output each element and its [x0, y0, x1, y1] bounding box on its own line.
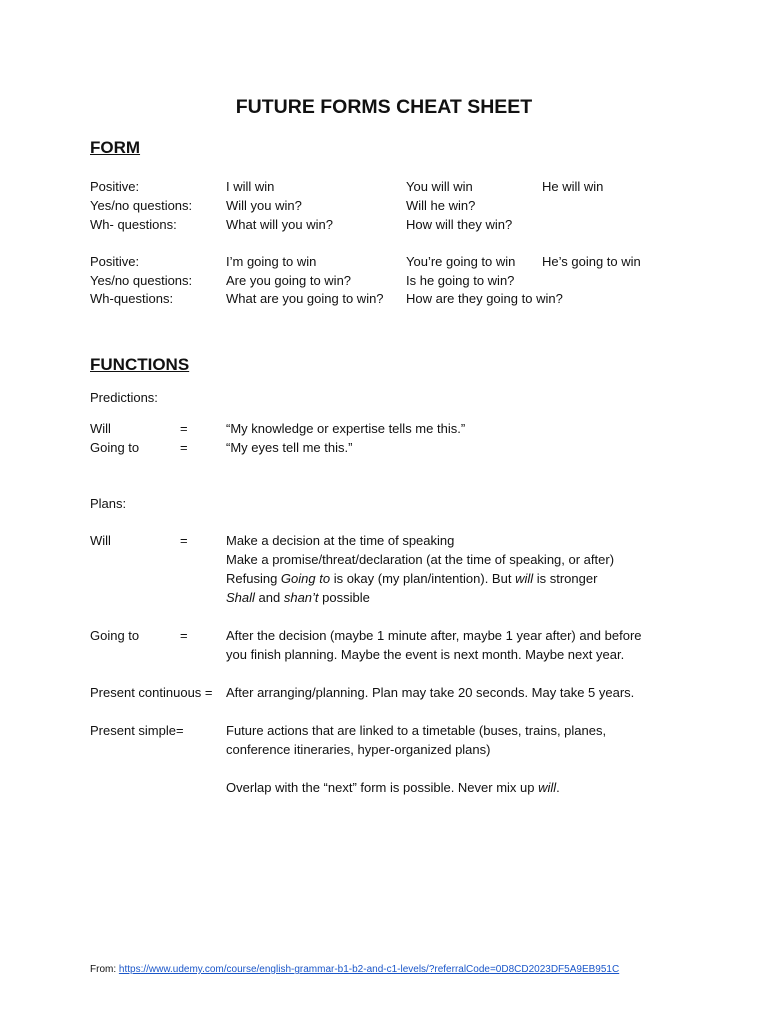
- form-heading: FORM: [90, 138, 141, 157]
- plans-will-line-3-will: will: [515, 571, 534, 586]
- form-will-positive-c3: He will win: [542, 179, 604, 194]
- form-going-positive-label: Positive:: [90, 254, 140, 269]
- plans-going-term: Going to: [90, 628, 140, 643]
- form-will-yesno-c1: Will you win?: [226, 198, 302, 213]
- predictions-will-definition: “My knowledge or expertise tells me this.”: [226, 421, 466, 436]
- plans-present-simple-line-2: conference itineraries, hyper-organized plans): [226, 742, 491, 757]
- plans-will-line-2: Make a promise/threat/declaration (at the time of speaking, or after): [226, 552, 615, 567]
- plans-will-term: Will: [90, 533, 111, 548]
- plans-will-equals: =: [180, 533, 188, 548]
- form-going-wh-c2: How are they going to win?: [406, 291, 563, 306]
- form-going-positive-c1: I’m going to win: [226, 254, 317, 269]
- form-will-positive-c2: You will win: [406, 179, 473, 194]
- form-will-yesno-label: Yes/no questions:: [90, 198, 193, 213]
- predictions-going-term: Going to: [90, 440, 140, 455]
- plans-present-simple-line-1: Future actions that are linked to a timetable (buses, trains, planes,: [226, 723, 607, 738]
- form-will-yesno-c2: Will he win?: [406, 198, 476, 213]
- plans-will-line-3-part-a: Refusing: [226, 571, 281, 586]
- plans-will-line-4-possible: possible: [318, 590, 370, 605]
- form-going-wh-label: Wh-questions:: [90, 291, 174, 306]
- form-will-positive-label: Positive:: [90, 179, 140, 194]
- form-going-yesno-c2: Is he going to win?: [406, 273, 515, 288]
- plans-will-line-3-part-c: is okay (my plan/intention). But: [330, 571, 516, 586]
- source-label: From:: [90, 964, 119, 975]
- plans-will-line-3-going-to: Going to: [280, 571, 331, 586]
- form-going-positive-c3: He’s going to win: [542, 254, 641, 269]
- form-going-yesno-label: Yes/no questions:: [90, 273, 193, 288]
- source-line: [90, 965, 619, 975]
- form-will-wh-label: Wh- questions:: [90, 217, 177, 232]
- plans-will-line-3: [226, 572, 597, 585]
- form-will-wh-c2: How will they win?: [406, 217, 513, 232]
- overlap-note-text: Overlap with the “next” form is possible. Never mix up: [226, 780, 539, 795]
- overlap-note-will: will: [538, 780, 557, 795]
- plans-will-line-4-shall: Shall: [226, 590, 255, 605]
- overlap-note-period: .: [556, 780, 560, 795]
- predictions-label: Predictions:: [90, 390, 158, 405]
- plans-going-equals: =: [180, 628, 188, 643]
- plans-present-simple-term: Present simple=: [90, 723, 184, 738]
- plans-will-line-1: Make a decision at the time of speaking: [226, 533, 455, 548]
- plans-present-continuous-term: Present continuous =: [90, 685, 213, 700]
- plans-will-line-4-shant: shan’t: [283, 590, 319, 605]
- form-will-wh-c1: What will you win?: [226, 217, 333, 232]
- page-title: FUTURE FORMS CHEAT SHEET: [235, 96, 533, 118]
- source-link[interactable]: https://www.udemy.com/course/english-grammar-b1-b2-and-c1-levels/?referralCode=0D8CD2023DF5A9EB951C: [118, 964, 620, 975]
- plans-label: Plans:: [90, 496, 127, 511]
- overlap-note: [226, 781, 560, 794]
- form-going-wh-c1: What are you going to win?: [226, 291, 384, 306]
- plans-will-line-4-and: and: [254, 590, 284, 605]
- form-will-positive-c1: I will win: [226, 179, 275, 194]
- form-going-positive-c2: You’re going to win: [406, 254, 516, 269]
- plans-going-line-1: After the decision (maybe 1 minute after, maybe 1 year after) and before: [226, 628, 642, 643]
- plans-present-continuous-line-1: After arranging/planning. Plan may take 20 seconds. May take 5 years.: [226, 685, 635, 700]
- predictions-going-equals: =: [180, 440, 188, 455]
- plans-will-line-3-part-e: is stronger: [533, 571, 598, 586]
- predictions-will-term: Will: [90, 421, 111, 436]
- predictions-going-definition: “My eyes tell me this.”: [226, 440, 353, 455]
- plans-going-line-2: you finish planning. Maybe the event is next month. Maybe next year.: [226, 647, 625, 662]
- form-going-yesno-c1: Are you going to win?: [226, 273, 352, 288]
- predictions-will-equals: =: [180, 421, 188, 436]
- functions-heading: FUNCTIONS: [90, 355, 190, 374]
- plans-will-line-4: [226, 591, 370, 604]
